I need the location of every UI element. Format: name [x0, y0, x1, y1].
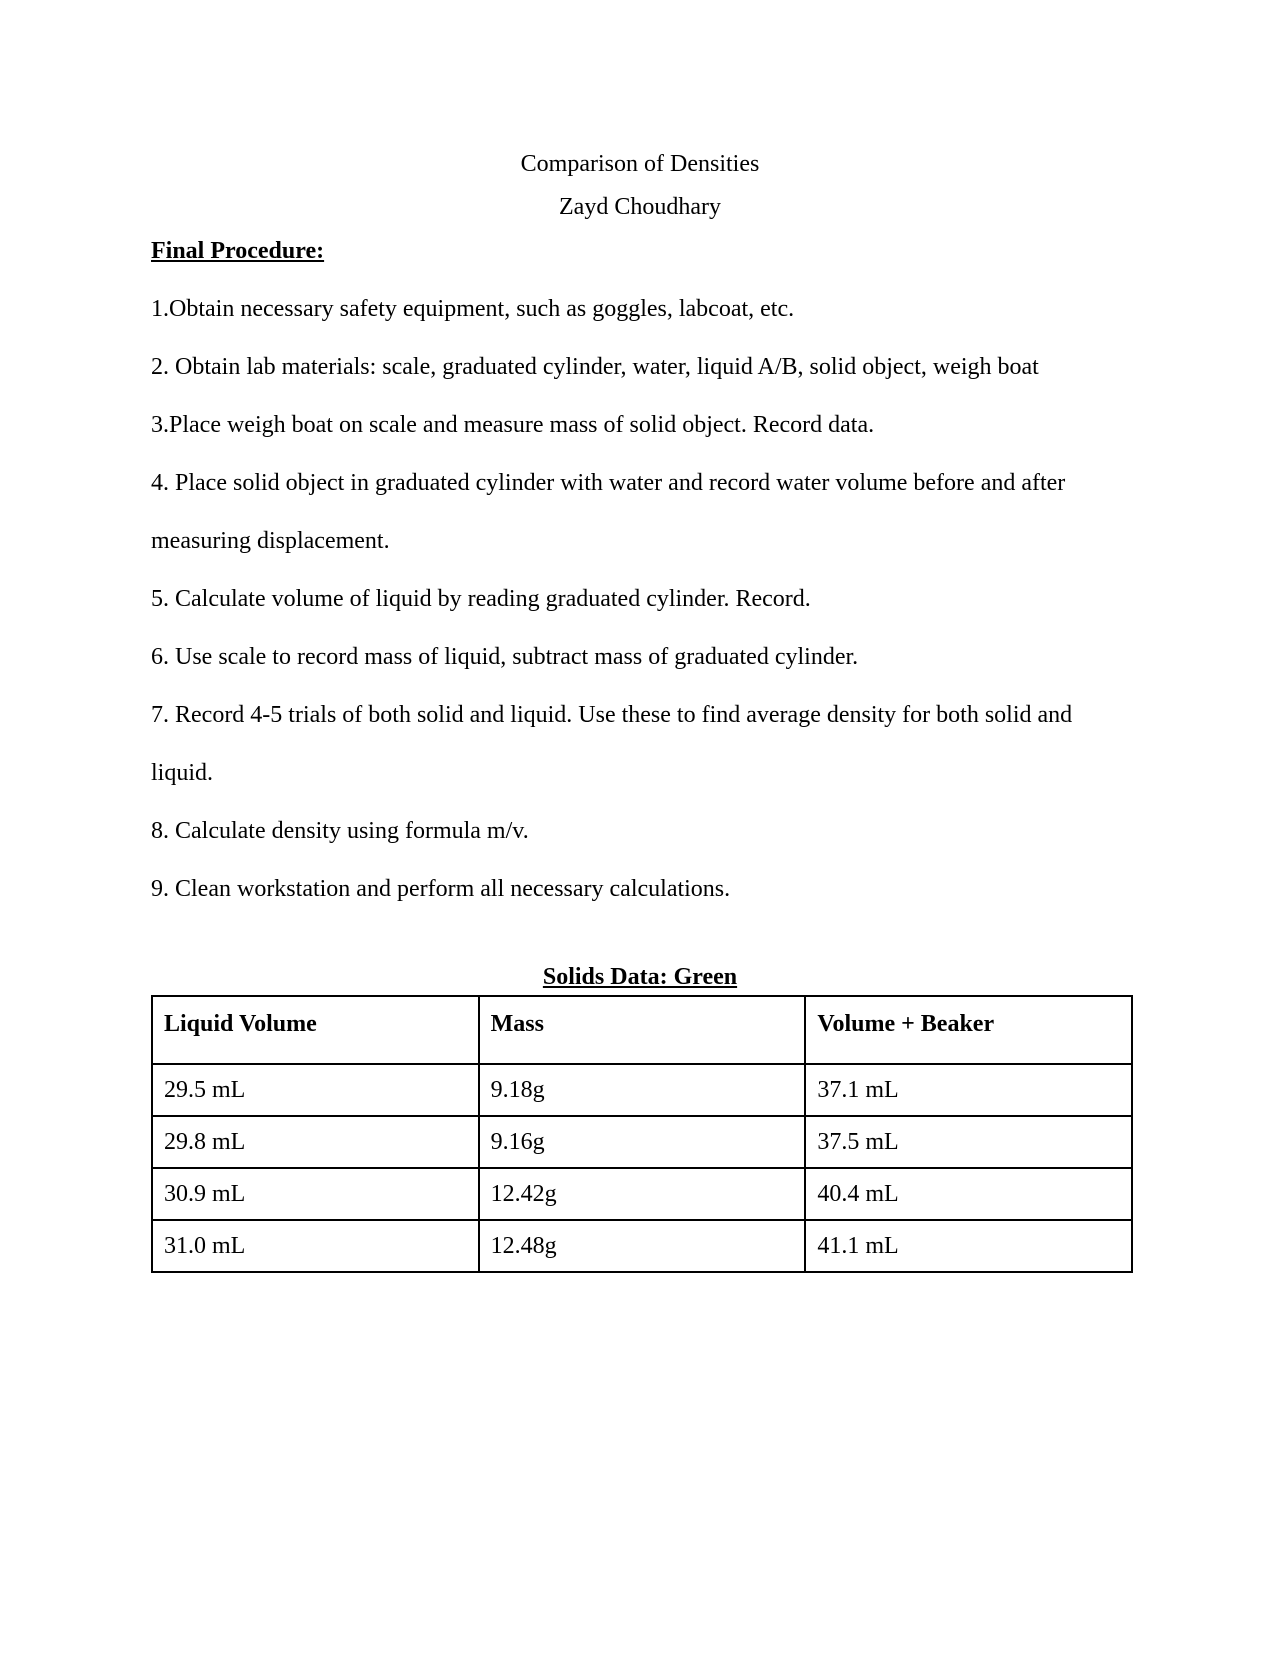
procedure-step: 7. Record 4-5 trials of both solid and liquid. Use these to find average density for both solid and liquid. [151, 702, 1073, 786]
header-liquid-volume: Liquid Volume [152, 996, 479, 1064]
table-header-row [152, 996, 1132, 1064]
header-mass: Mass [479, 996, 806, 1064]
solids-data-table [151, 995, 1133, 1273]
procedure-step: 8. Calculate density using formula m/v. [151, 818, 529, 844]
procedure-step: 1.Obtain necessary safety equipment, such as goggles, labcoat, etc. [151, 296, 795, 322]
table-cell: 37.1 mL [805, 1064, 1132, 1116]
table-cell: 9.16g [479, 1116, 806, 1168]
document-title: Comparison of Densities [520, 151, 760, 177]
procedure-step: 5. Calculate volume of liquid by reading graduated cylinder. Record. [151, 586, 811, 612]
table-row [152, 1220, 1132, 1272]
procedure-step: 2. Obtain lab materials: scale, graduated cylinder, water, liquid A/B, solid object, weigh boat [151, 354, 1039, 380]
procedure-step: 9. Clean workstation and perform all necessary calculations. [151, 876, 731, 902]
table-title: Solids Data: Green [542, 964, 738, 990]
table-cell: 31.0 mL [152, 1220, 479, 1272]
table-cell: 29.5 mL [152, 1064, 479, 1116]
table-cell: 12.48g [479, 1220, 806, 1272]
table-cell: 30.9 mL [152, 1168, 479, 1220]
table-row [152, 1064, 1132, 1116]
table-row [152, 1168, 1132, 1220]
table-cell: 37.5 mL [805, 1116, 1132, 1168]
document-author: Zayd Choudhary [559, 194, 721, 220]
table-cell: 40.4 mL [805, 1168, 1132, 1220]
header-volume-beaker: Volume + Beaker [805, 996, 1132, 1064]
table-cell: 9.18g [479, 1064, 806, 1116]
procedure-step: 3.Place weigh boat on scale and measure mass of solid object. Record data. [151, 412, 875, 438]
table-cell: 29.8 mL [152, 1116, 479, 1168]
procedure-step: 6. Use scale to record mass of liquid, subtract mass of graduated cylinder. [151, 644, 859, 670]
table-cell: 41.1 mL [805, 1220, 1132, 1272]
table-row [152, 1116, 1132, 1168]
table-cell: 12.42g [479, 1168, 806, 1220]
procedure-heading: Final Procedure: [151, 238, 325, 264]
procedure-step: 4. Place solid object in graduated cylinder with water and record water volume before and after measuring displacement. [151, 470, 1066, 554]
procedure-steps [151, 280, 1131, 918]
